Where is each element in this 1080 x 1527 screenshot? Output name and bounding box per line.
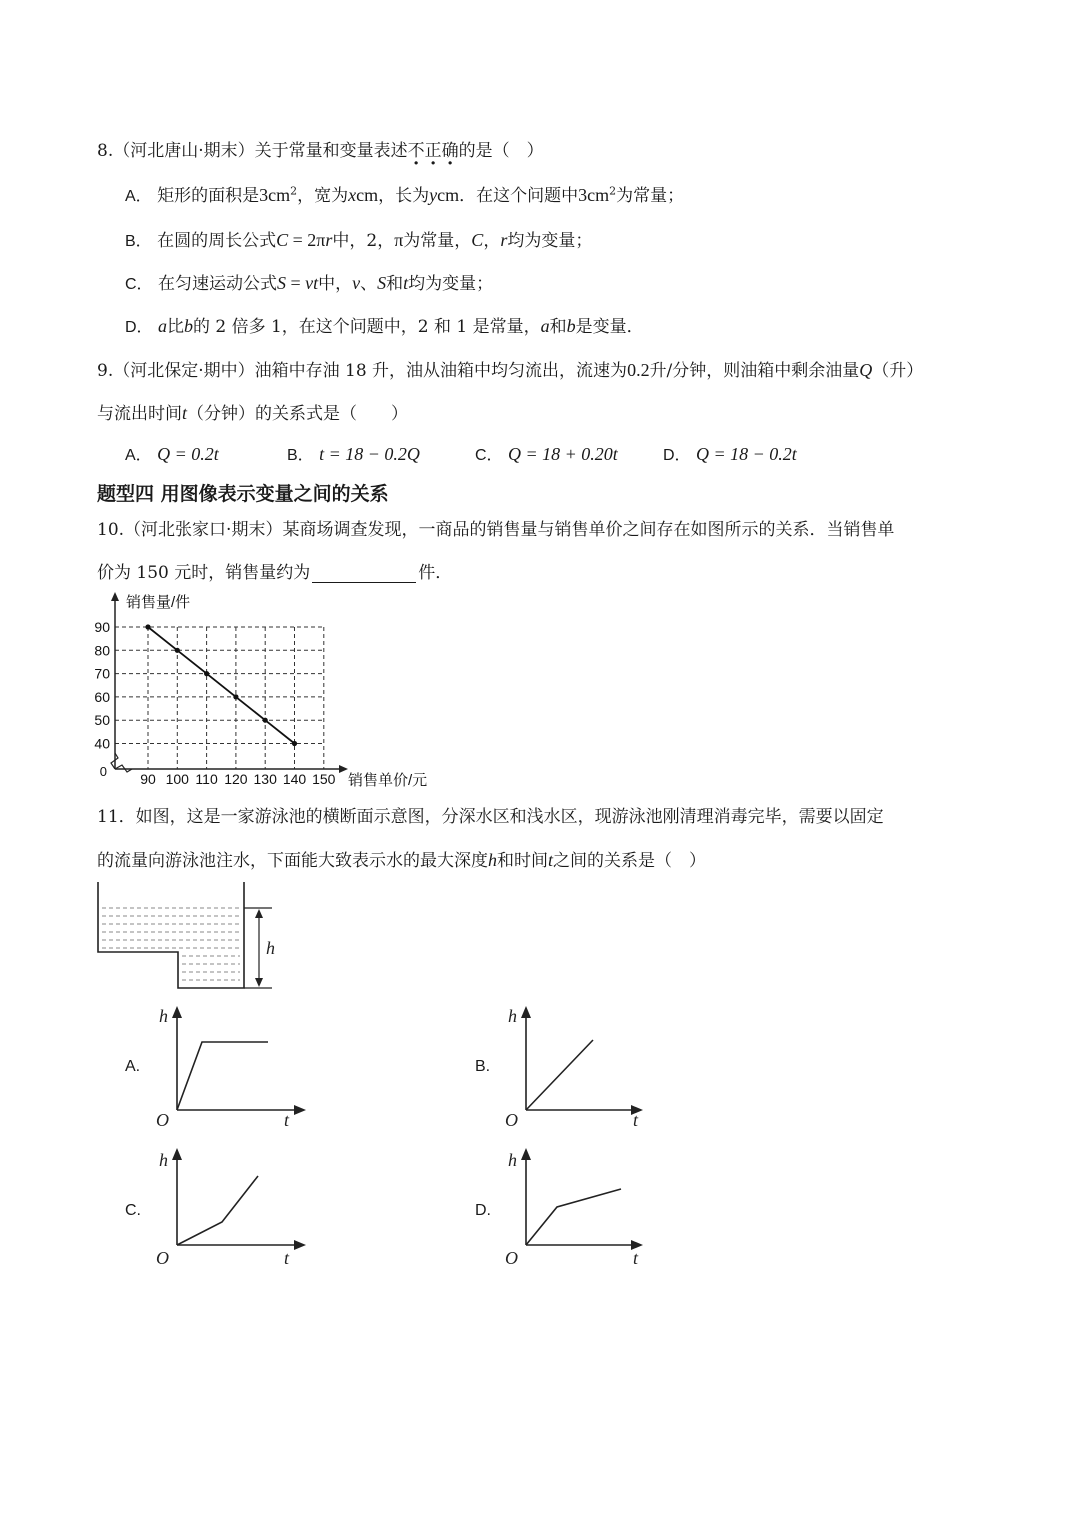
sales-chart <box>96 590 456 790</box>
q11-graph-c[interactable] <box>150 1144 310 1269</box>
q11-graph-a[interactable] <box>150 1002 310 1130</box>
q11-option-d-label[interactable]: D. <box>475 1202 491 1219</box>
q9-option-c[interactable]: C． Q = 18 + 0.20t <box>475 444 618 464</box>
sales-line <box>148 627 295 744</box>
pool-diagram <box>94 878 294 998</box>
q11-option-a-label[interactable]: A. <box>125 1058 141 1075</box>
y-tick-70: 70 <box>94 665 110 682</box>
emphasis-char: 不 <box>407 141 425 161</box>
graph-c-axis-h: h <box>159 1150 168 1170</box>
q10-stem-line1: 10.（河北张家口·期末）某商场调查发现，一商品的销售量与销售单价之间存在如图所示的关系．当销售单 <box>97 520 895 540</box>
graph-d-curve <box>526 1189 621 1245</box>
x-tick-140: 140 <box>282 771 307 787</box>
y-tick-60: 60 <box>94 688 110 705</box>
q11-stem-line2: 的流量向游泳池注水，下面能大致表示水的最大深度h和时间t之间的关系是（ ） <box>97 850 707 871</box>
data-point-100 <box>175 648 180 653</box>
answer-blank[interactable] <box>312 564 416 583</box>
graph-a-origin: O <box>156 1110 169 1130</box>
x-tick-130: 130 <box>253 771 277 787</box>
q9-stem-line1: 9.（河北保定·期中）油箱中存油 18 升，油从油箱中均匀流出，流速为0.2升/分钟，则油箱中剩余油量Q（升） <box>97 360 924 381</box>
y-tick-50: 50 <box>94 712 110 729</box>
graph-c-origin: O <box>156 1248 169 1268</box>
chart-grid <box>115 627 324 769</box>
graph-b-axis-t: t <box>633 1110 639 1130</box>
section-heading: 题型四 用图像表示变量之间的关系 <box>97 483 389 505</box>
pool-depth-label: h <box>266 938 275 958</box>
water-lines <box>102 908 240 980</box>
x-tick-100: 100 <box>165 771 189 787</box>
data-point-130 <box>263 718 268 723</box>
graph-b-curve <box>526 1040 593 1110</box>
origin-label: 0 <box>99 764 107 779</box>
q8-option-a[interactable]: A． 矩形的面积是$3cm^2$，宽为xcm，长为ycm．在这个问题中$3cm^2$为常量； <box>125 184 685 206</box>
q8-stem: 8.（河北唐山·期末）关于常量和变量表述不正确的是（ ） <box>97 141 544 161</box>
x-tick-110: 110 <box>195 771 218 787</box>
graph-b-axis-h: h <box>508 1006 517 1026</box>
chart-axes <box>111 592 348 773</box>
graph-a-curve <box>177 1042 268 1110</box>
x-axis-title: 销售单价/元 <box>348 772 428 789</box>
chart-labels <box>94 593 427 789</box>
y-axis-title: 销售量/件 <box>126 594 191 611</box>
q8-option-b[interactable]: B． 在圆的周长公式C = 2πr中，2，π为常量，C，r均为变量； <box>125 230 593 251</box>
pool-outline <box>98 882 244 988</box>
emphasis-char: 确 <box>441 141 459 161</box>
q11-stem-line1: 11．如图，这是一家游泳池的横断面示意图，分深水区和浅水区，现游泳池刚清理消毒完毕，需要以固定 <box>97 807 884 827</box>
y-tick-80: 80 <box>94 642 110 659</box>
y-tick-90: 90 <box>94 619 110 635</box>
graph-c-axis-t: t <box>284 1248 290 1268</box>
graph-d-axis-t: t <box>633 1248 639 1268</box>
x-axis-arrow <box>339 765 348 773</box>
q10-stem-line2: 价为 150 元时，销售量约为 件． <box>97 563 453 583</box>
graph-a-axis-t: t <box>284 1110 290 1130</box>
q11-graph-d[interactable] <box>499 1144 659 1269</box>
q11-option-b-label[interactable]: B. <box>475 1058 491 1075</box>
q9-option-a[interactable]: A． Q = 0.2t <box>125 444 219 464</box>
q11-graph-b[interactable] <box>499 1002 659 1130</box>
q11-option-c-label[interactable]: C. <box>125 1202 141 1219</box>
q8-option-d[interactable]: D． a比b的 2 倍多 1，在这个问题中，2 和 1 是常量，a和b是变量． <box>125 316 644 337</box>
q9-option-b[interactable]: B． t = 18 − 0.2Q <box>287 444 420 464</box>
emphasis-char: 正 <box>424 141 442 161</box>
y-axis-arrow <box>111 592 119 601</box>
graph-b-origin: O <box>505 1110 518 1130</box>
data-point-120 <box>233 694 238 699</box>
chart-series <box>145 624 297 746</box>
x-tick-90: 90 <box>140 771 156 787</box>
graph-c-curve <box>177 1176 258 1245</box>
graph-a-axis-h: h <box>159 1006 168 1026</box>
q9-stem-line2: 与流出时间t（分钟）的关系式是（ ） <box>97 403 409 424</box>
q9-option-d[interactable]: D． Q = 18 − 0.2t <box>663 444 797 464</box>
x-tick-120: 120 <box>224 771 248 787</box>
y-tick-40: 40 <box>94 735 110 752</box>
data-point-110 <box>204 671 209 676</box>
x-tick-150: 150 <box>312 771 336 787</box>
data-point-140 <box>292 741 297 746</box>
graph-d-axis-h: h <box>508 1150 517 1170</box>
data-point-90 <box>145 624 150 629</box>
graph-d-origin: O <box>505 1248 518 1268</box>
q8-option-c[interactable]: C． 在匀速运动公式S = vt中，v、S和t均为变量； <box>125 273 494 294</box>
